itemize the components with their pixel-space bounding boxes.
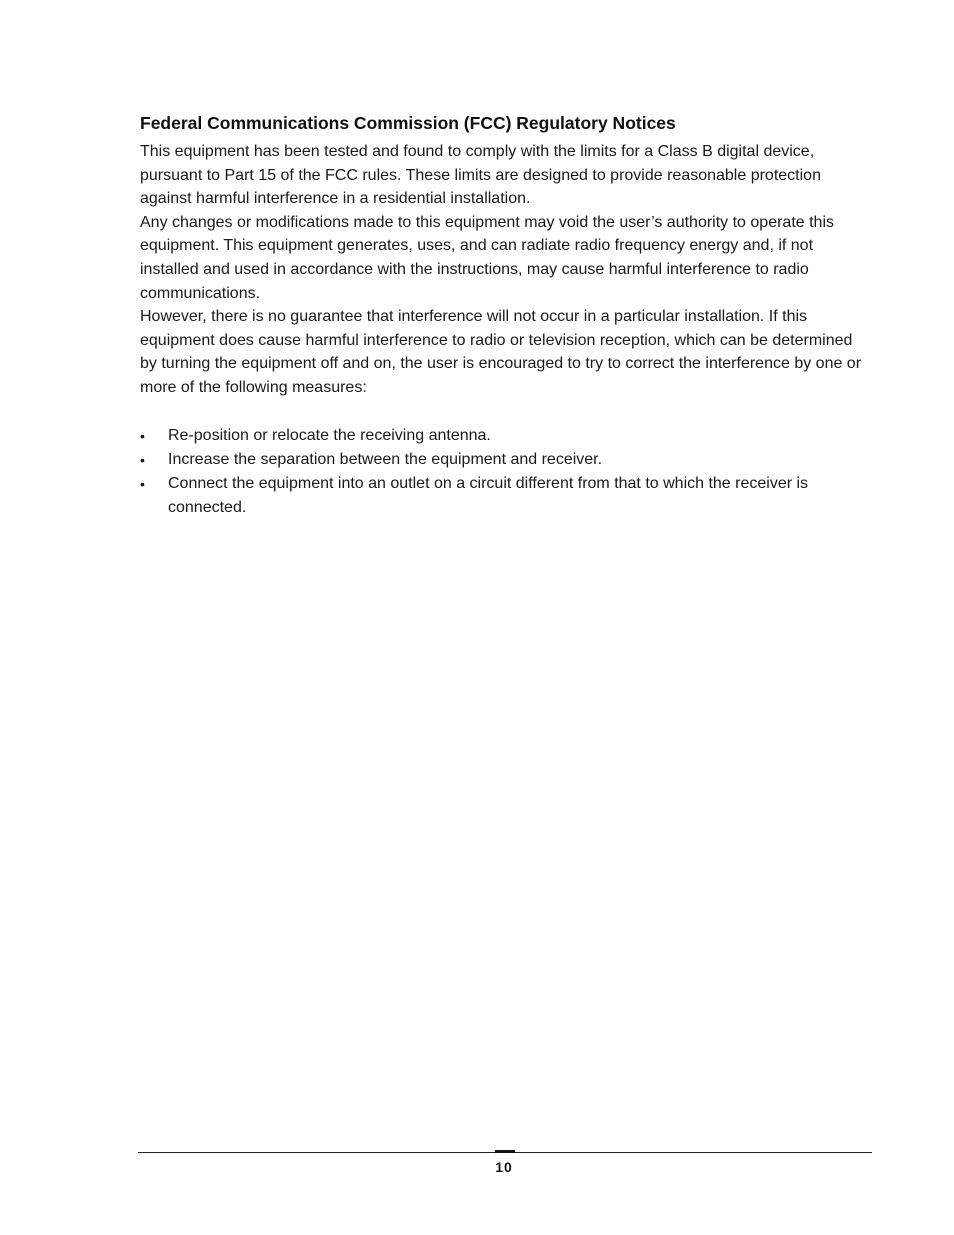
bullet-icon: • xyxy=(140,427,145,444)
footer-tab-mark xyxy=(495,1150,515,1153)
list-item xyxy=(140,448,870,472)
list-item-text: Re-position or relocate the receiving antenna. xyxy=(168,426,491,444)
paragraph-compliance: This equipment has been tested and found to comply with the limits for a Class B digital device, pursuant to Part 15 of the FCC rules. These limits are designed to provide reasonable protection against harmful interference in a residential installation. xyxy=(140,143,821,208)
list-item xyxy=(140,472,870,520)
spacer xyxy=(140,400,870,424)
page-content xyxy=(140,110,870,520)
list-item-text: Connect the equipment into an outlet on a circuit different from that to which the receiver is connected. xyxy=(168,474,809,516)
bullet-icon: • xyxy=(140,475,145,492)
list-item xyxy=(140,424,870,448)
paragraph-modifications: Any changes or modifications made to this equipment may void the user’s authority to operate this equipment. This equipment generates, uses, and can radiate radio frequency energy and, if not installed and used in accordance with the instructions, may cause harmful interference to radio communications. xyxy=(140,213,835,302)
measures-list xyxy=(140,424,870,520)
list-item-text: Increase the separation between the equipment and receiver. xyxy=(168,450,603,468)
page-number: 10 xyxy=(495,1159,513,1175)
paragraph-interference: However, there is no guarantee that interference will not occur in a particular installation. If this equipment does cause harmful interference to radio or television reception, which can be determined by turning the equipment off and on, the user is encouraged to try to correct the interference by one or more of the following measures: xyxy=(140,308,862,396)
bullet-icon: • xyxy=(140,451,145,468)
section-heading: Federal Communications Commission (FCC) Regulatory Notices xyxy=(140,113,676,133)
